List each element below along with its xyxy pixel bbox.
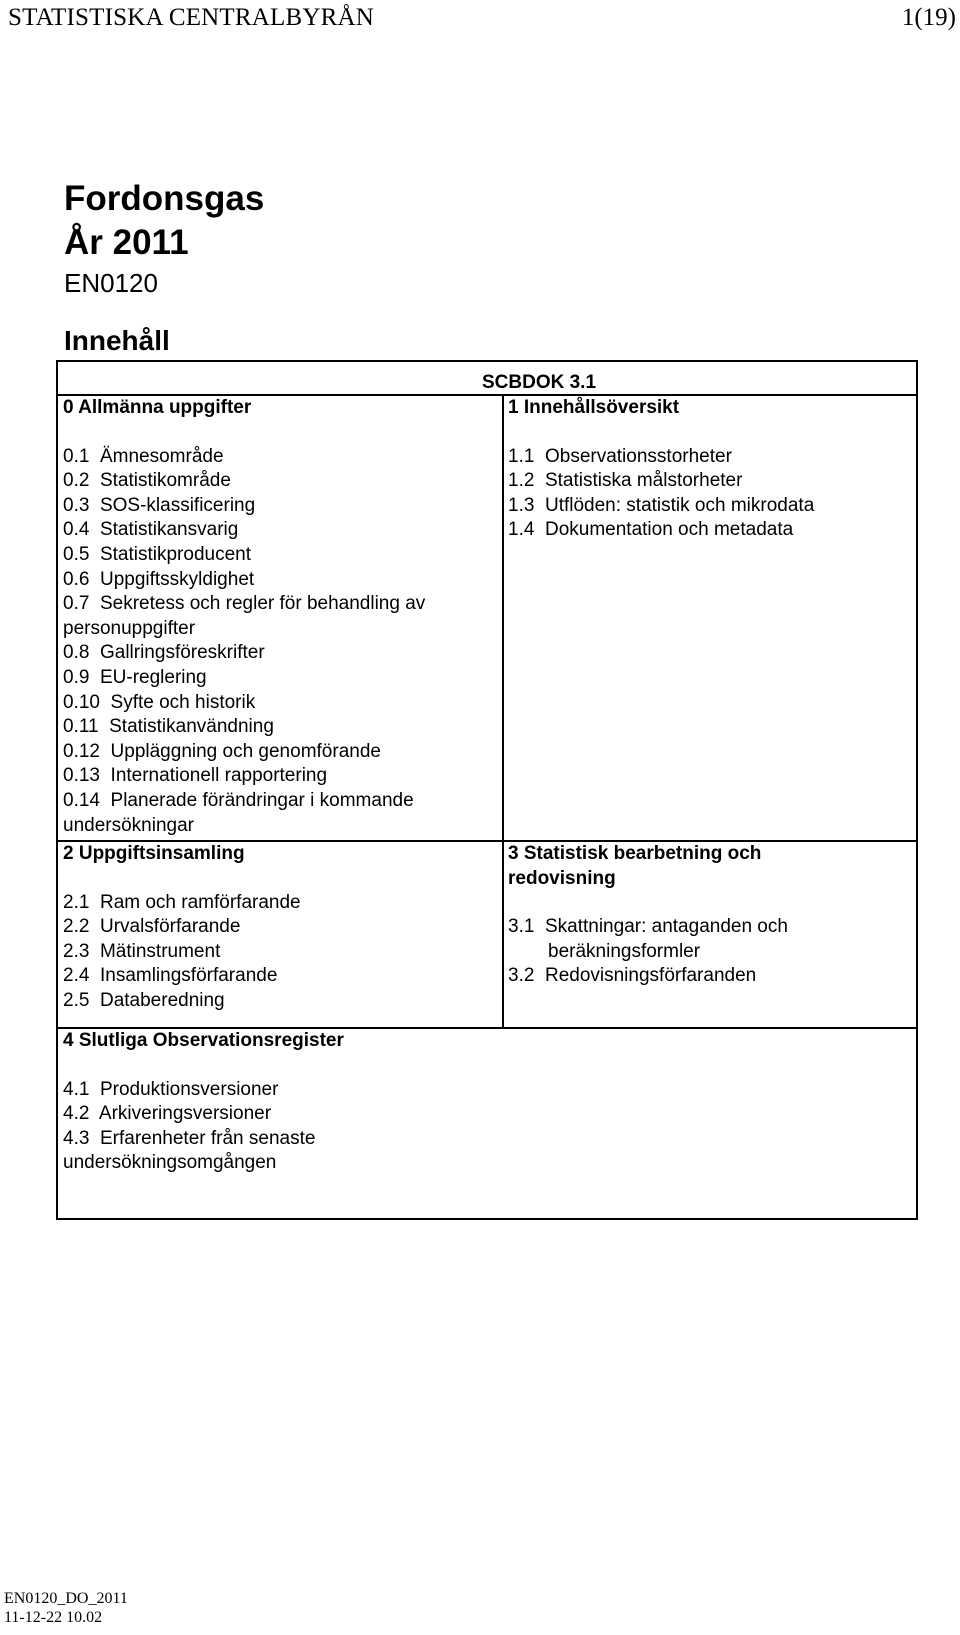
table-divider-vertical	[502, 394, 504, 1029]
toc-section-1	[508, 396, 814, 543]
toc-item[interactable]: 2.4 Insamlingsförfarande	[63, 965, 278, 987]
toc-item[interactable]: 0.9 EU-reglering	[63, 666, 207, 688]
toc-item[interactable]: 0.13 Internationell rapportering	[63, 765, 328, 787]
toc-item-continuation[interactable]: undersökningsomgången	[63, 1152, 277, 1174]
toc-section-4	[63, 1029, 344, 1176]
toc-item[interactable]: 0.14 Planerade förändringar i kommande	[63, 789, 414, 811]
doc-reference: SCBDOK 3.1	[482, 372, 597, 393]
toc-item[interactable]: 1.2 Statistiska målstorheter	[508, 470, 743, 492]
document-title: Fordonsgas	[64, 179, 265, 218]
footer-timestamp: 11-12-22 10.02	[4, 1609, 103, 1626]
section-heading-3-continuation: redovisning	[508, 867, 616, 889]
document-year: År 2011	[64, 223, 189, 262]
toc-item[interactable]: 2.3 Mätinstrument	[63, 940, 221, 962]
section-heading-1: 1 Innehållsöversikt	[508, 397, 680, 418]
header-page-number: 1(19)	[901, 4, 956, 31]
toc-item[interactable]: 0.2 Statistikområde	[63, 470, 231, 492]
toc-item-continuation[interactable]: beräkningsformler	[548, 940, 701, 962]
section-heading-3: 3 Statistisk bearbetning och	[508, 843, 762, 864]
toc-item[interactable]: 4.2 Arkiveringsversioner	[63, 1103, 272, 1125]
toc-item[interactable]: 0.12 Uppläggning och genomförande	[63, 740, 381, 762]
section-heading-4: 4 Slutliga Observationsregister	[63, 1030, 344, 1051]
toc-item[interactable]: 0.11 Statistikanvändning	[63, 716, 274, 738]
toc-item[interactable]: 0.10 Syfte och historik	[63, 691, 256, 713]
toc-item[interactable]: 3.2 Redovisningsförfaranden	[508, 965, 757, 987]
toc-heading: Innehåll	[64, 325, 170, 356]
toc-item[interactable]: 4.1 Produktionsversioner	[63, 1078, 279, 1100]
toc-item[interactable]: 0.8 Gallringsföreskrifter	[63, 642, 265, 664]
document-code: EN0120	[64, 268, 158, 298]
header-organization: STATISTISKA CENTRALBYRÅN	[8, 4, 375, 31]
toc-section-0	[63, 396, 425, 838]
toc-item[interactable]: 1.1 Observationsstorheter	[508, 445, 732, 467]
toc-item[interactable]: 2.1 Ram och ramförfarande	[63, 891, 301, 913]
toc-item[interactable]: 2.2 Urvalsförfarande	[63, 916, 241, 938]
toc-section-2	[63, 842, 301, 1014]
toc-item-continuation[interactable]: personuppgifter	[63, 617, 196, 639]
toc-item[interactable]: 4.3 Erfarenheter från senaste	[63, 1127, 316, 1149]
toc-item-continuation[interactable]: undersökningar	[63, 814, 194, 836]
toc-item[interactable]: 0.5 Statistikproducent	[63, 543, 251, 565]
toc-section-3	[508, 842, 788, 989]
toc-item[interactable]: 2.5 Databeredning	[63, 989, 225, 1011]
toc-item[interactable]: 0.7 Sekretess och regler för behandling av	[63, 593, 426, 615]
toc-item[interactable]: 1.3 Utflöden: statistik och mikrodata	[508, 494, 815, 516]
toc-item[interactable]: 0.1 Ämnesområde	[63, 445, 224, 467]
section-heading-0: 0 Allmänna uppgifter	[63, 397, 252, 418]
footer-document-id: EN0120_DO_2011	[4, 1590, 128, 1607]
toc-item[interactable]: 0.3 SOS-klassificering	[63, 494, 256, 516]
toc-item[interactable]: 3.1 Skattningar: antaganden och	[508, 916, 788, 938]
toc-item[interactable]: 0.4 Statistikansvarig	[63, 519, 239, 541]
toc-table	[56, 360, 918, 1220]
toc-item[interactable]: 1.4 Dokumentation och metadata	[508, 519, 794, 541]
section-heading-2: 2 Uppgiftsinsamling	[63, 843, 245, 864]
toc-item[interactable]: 0.6 Uppgiftsskyldighet	[63, 568, 255, 590]
